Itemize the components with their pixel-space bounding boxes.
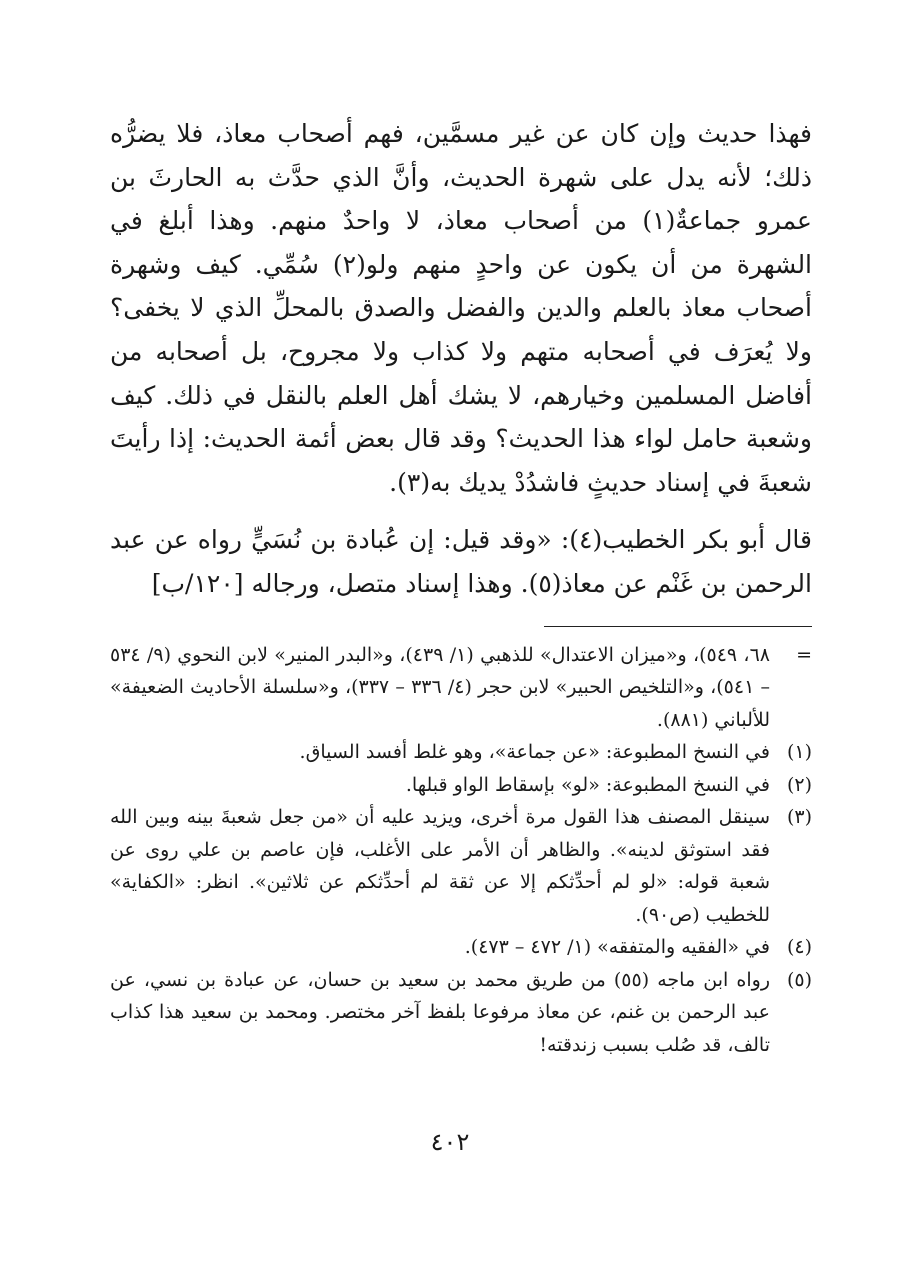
footnote-marker: (٢): [786, 773, 812, 796]
footnote-text: في «الفقيه والمتفقه» (١/ ٤٧٢ – ٤٧٣).: [464, 936, 770, 959]
footnote-3: [110, 801, 812, 931]
page-number: ٤٠٢: [430, 1128, 470, 1156]
footnote-marker: (٤): [786, 936, 812, 959]
footnote-marker: (٣): [786, 806, 812, 829]
footnote-marker: (١): [786, 741, 812, 764]
footnote-marker: (٥): [786, 968, 812, 991]
main-text: [110, 112, 812, 606]
footnote-text: في النسخ المطبوعة: «عن جماعة»، وهو غلط أفسد السياق.: [299, 741, 770, 764]
footnote-marker: =: [796, 643, 812, 666]
footnote-text: في النسخ المطبوعة: «لو» بإسقاط الواو قبلها.: [405, 773, 770, 796]
footnote-4: [110, 931, 812, 964]
footnote-text: ٦٨، ٥٤٩)، و«ميزان الاعتدال» للذهبي (١/ ٤٣٩)، و«البدر المنير» لابن النحوي (٩/ ٥٣٤ – ٥٤١)، و«التلخيص الحبير» لابن حجر (٤/ ٣٣٦ – ٣٣٧)، و«سلسلة الأحاديث الضعيفة» للألباني (٨٨١).: [110, 643, 770, 731]
footnotes: [110, 639, 812, 1062]
footnote-text: رواه ابن ماجه (٥٥) من طريق محمد بن سعيد بن حسان، عن عبادة بن نسي، عن عبد الرحمن بن غنم، عن معاذ مرفوعا بلفظ آخر مختصر. ومحمد بن سعيد هذا كذاب تالف، قد صُلب بسبب زندقته!: [110, 968, 770, 1056]
paragraph-2: قال أبو بكر الخطيب(٤): «وقد قيل: إن عُبادة بن نُسَيٍّ رواه عن عبد الرحمن بن غَنْم عن معاذ(٥). وهذا إسناد متصل، ورجاله [١٢٠/ب]: [110, 525, 812, 598]
footnote-5: [110, 964, 812, 1062]
footnote-continuation: [110, 639, 812, 737]
paragraph-1: فهذا حديث وإن كان عن غير مسمَّين، فهم أصحاب معاذ، فلا يضرُّه ذلك؛ لأنه يدل على شهرة الحديث، وأنَّ الذي حدَّث به الحارثَ بن عمرو جماعةٌ(١) من أصحاب معاذ، لا واحدٌ منهم. وهذا أبلغ في الشهرة من أن يكون عن واحدٍ منهم ولو(٢) سُمِّي. كيف وشهرة أصحاب معاذ بالعلم والدين والفضل والصدق بالمحلِّ الذي لا يخفى؟ ولا يُعرَف في أصحابه متهم ولا كذاب ولا مجروح، بل أصحابه من أفاضل المسلمين وخيارهم، لا يشك أهل العلم بالنقل في ذلك. كيف وشعبة حامل لواء هذا الحديث؟ وقد قال بعض أئمة الحديث: إذا رأيتَ شعبةَ في إسناد حديثٍ فاشدُدْ يديك به(٣).: [110, 119, 813, 497]
footnote-2: [110, 769, 812, 802]
footnote-text: سينقل المصنف هذا القول مرة أخرى، ويزيد عليه أن «من جعل شعبةَ بينه وبين الله فقد استوثق لدينه». والظاهر أن الأمر على الأغلب، فإن عاصم بن علي روى عن شعبة قوله: «لو لم أحدِّثكم إلا عن ثقة لم أحدِّثكم عن ثلاثين». انظر: «الكفاية» للخطيب (ص٩٠).: [110, 806, 770, 926]
footnote-separator: [544, 626, 812, 627]
footnote-1: [110, 736, 812, 769]
book-page: [110, 112, 812, 1271]
